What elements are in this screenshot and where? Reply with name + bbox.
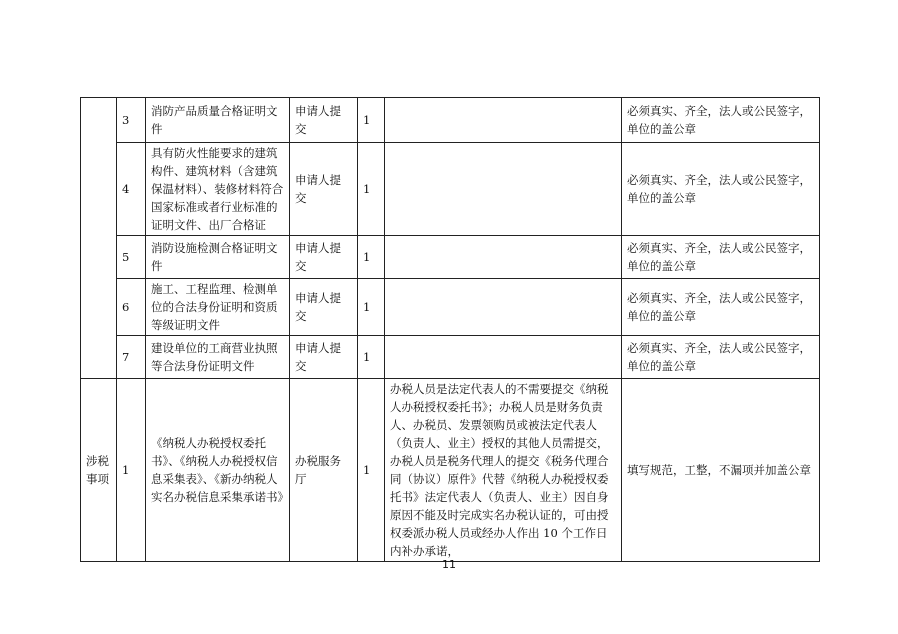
material-source: 申请人提交 — [290, 143, 358, 236]
table-row — [81, 236, 820, 279]
materials-table — [80, 97, 820, 562]
category-cell-blank — [81, 98, 117, 379]
material-spec — [385, 336, 622, 379]
material-requirement: 必须真实、齐全，法人或公民签字，单位的盖公章 — [622, 143, 820, 236]
material-name: 建设单位的工商营业执照等合法身份证明文件 — [146, 336, 290, 379]
item-number: 5 — [117, 236, 146, 279]
table-row — [81, 379, 820, 562]
copies-count: 1 — [358, 279, 385, 336]
material-source: 申请人提交 — [290, 236, 358, 279]
material-name: 《纳税人办税授权委托书》、《纳税人办税授权信息采集表》、《新办纳税人实名办税信息采集承诺书》 — [146, 379, 290, 562]
material-name: 消防设施检测合格证明文件 — [146, 236, 290, 279]
copies-count: 1 — [358, 336, 385, 379]
material-name: 具有防火性能要求的建筑构件、建筑材料（含建筑保温材料）、装修材料符合国家标准或者行业标准的证明文件、出厂合格证 — [146, 143, 290, 236]
material-name: 消防产品质量合格证明文件 — [146, 98, 290, 143]
material-source: 办税服务厅 — [290, 379, 358, 562]
material-source: 申请人提交 — [290, 279, 358, 336]
material-spec — [385, 279, 622, 336]
material-requirement: 必须真实、齐全，法人或公民签字，单位的盖公章 — [622, 98, 820, 143]
material-source: 申请人提交 — [290, 98, 358, 143]
item-number: 1 — [117, 379, 146, 562]
material-requirement: 必须真实、齐全，法人或公民签字，单位的盖公章 — [622, 279, 820, 336]
item-number: 3 — [117, 98, 146, 143]
material-spec — [385, 143, 622, 236]
material-requirement: 填写规范，工整，不漏项并加盖公章 — [622, 379, 820, 562]
material-name: 施工、工程监理、检测单位的合法身份证明和资质等级证明文件 — [146, 279, 290, 336]
table-row — [81, 143, 820, 236]
material-source: 申请人提交 — [290, 336, 358, 379]
item-number: 7 — [117, 336, 146, 379]
table-row — [81, 279, 820, 336]
material-spec — [385, 236, 622, 279]
item-number: 4 — [117, 143, 146, 236]
copies-count: 1 — [358, 143, 385, 236]
table-row — [81, 336, 820, 379]
page-number: 11 — [442, 558, 456, 571]
material-spec — [385, 98, 622, 143]
material-spec: 办税人员是法定代表人的不需要提交《纳税人办税授权委托书》；办税人员是财务负责人、办税员、发票领购员或被法定代表人（负责人、业主）授权的其他人员需提交，办税人员是税务代理人的提交《税务代理合同（协议）原件》代替《纳税人办税授权委托书》法定代表人（负责人、业主）因自身原因不能及时完成实名办税认证的，可由授权委派办税人员或经办人作出 10 个工作日内补办承诺， — [385, 379, 622, 562]
category-label: 涉税事项 — [81, 379, 117, 562]
material-requirement: 必须真实、齐全，法人或公民签字，单位的盖公章 — [622, 336, 820, 379]
material-requirement: 必须真实、齐全，法人或公民签字，单位的盖公章 — [622, 236, 820, 279]
copies-count: 1 — [358, 379, 385, 562]
item-number: 6 — [117, 279, 146, 336]
copies-count: 1 — [358, 98, 385, 143]
table-row — [81, 98, 820, 143]
copies-count: 1 — [358, 236, 385, 279]
